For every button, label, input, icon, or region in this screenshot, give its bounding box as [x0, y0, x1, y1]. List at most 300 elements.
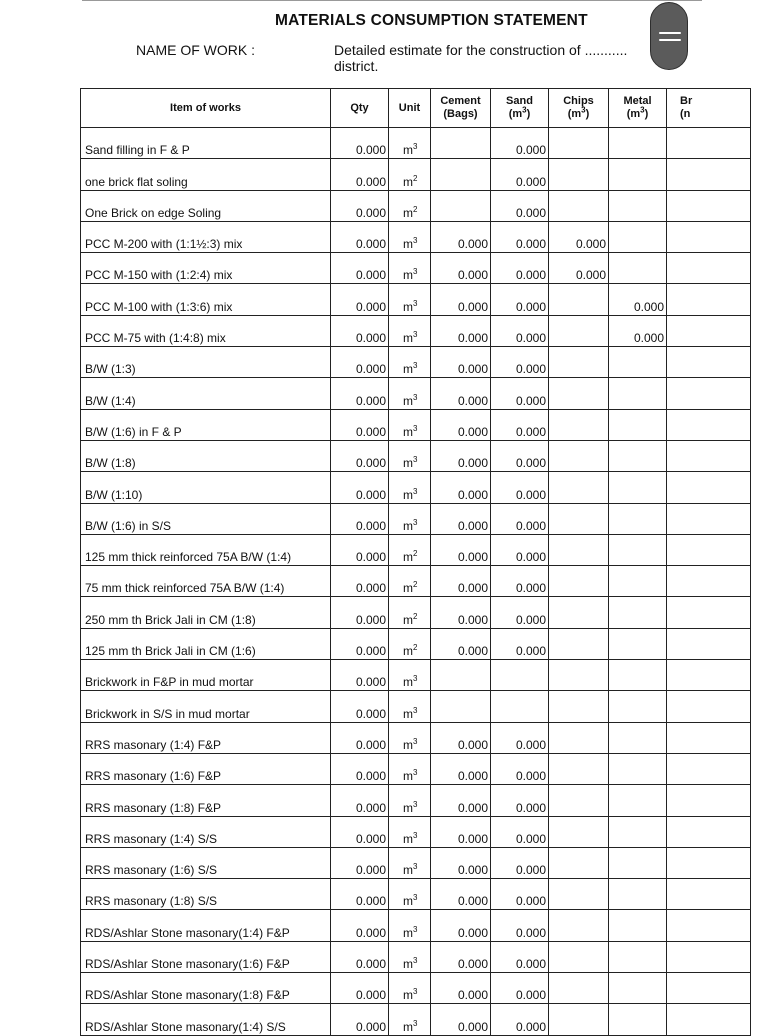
unit-text: m — [403, 331, 413, 346]
cell-unit — [389, 378, 431, 409]
cell-metal — [609, 628, 667, 659]
table-row — [81, 347, 751, 378]
cell-sand: 0.000 — [491, 159, 549, 190]
unit-exponent: 3 — [413, 142, 418, 152]
cell-qty: 0.000 — [331, 315, 389, 346]
table-row — [81, 440, 751, 471]
table-row — [81, 284, 751, 315]
cell-metal — [609, 847, 667, 878]
cell-metal — [609, 221, 667, 252]
unit-text: m — [403, 675, 413, 690]
cell-cement: 0.000 — [431, 315, 491, 346]
cell-brick — [667, 472, 751, 503]
cell-cement: 0.000 — [431, 534, 491, 565]
cell-item: One Brick on edge Soling — [81, 190, 331, 221]
cell-unit — [389, 847, 431, 878]
header-metal: Metal $(m^3)$ — [609, 89, 667, 128]
cell-sand: 0.000 — [491, 722, 549, 753]
name-of-work-value — [334, 42, 627, 74]
table-row — [81, 847, 751, 878]
cell-metal — [609, 378, 667, 409]
cell-item: Brickwork in F&P in mud mortar — [81, 660, 331, 691]
unit-text: m — [403, 706, 413, 721]
cell-cement: 0.000 — [431, 440, 491, 471]
cell-metal — [609, 722, 667, 753]
cell-chips — [549, 409, 609, 440]
cell-unit — [389, 973, 431, 1004]
unit-text: m — [403, 800, 413, 815]
unit-text: m — [403, 957, 413, 972]
unit-exponent: 3 — [413, 486, 418, 496]
cell-qty: 0.000 — [331, 253, 389, 284]
cell-sand: 0.000 — [491, 472, 549, 503]
cell-unit — [389, 941, 431, 972]
header-chips: Chips $(m^3)$ — [549, 89, 609, 128]
cell-item: RRS masonary (1:6) S/S — [81, 847, 331, 878]
cell-sand: 0.000 — [491, 1004, 549, 1035]
unit-exponent: 3 — [413, 330, 418, 340]
cell-sand: 0.000 — [491, 941, 549, 972]
cell-unit — [389, 566, 431, 597]
cell-metal — [609, 472, 667, 503]
cell-cement: 0.000 — [431, 816, 491, 847]
cell-sand: 0.000 — [491, 785, 549, 816]
cell-cement: 0.000 — [431, 409, 491, 440]
cell-qty: 0.000 — [331, 660, 389, 691]
cell-cement: 0.000 — [431, 941, 491, 972]
unit-text: m — [403, 612, 413, 627]
table-row — [81, 253, 751, 284]
cell-chips — [549, 847, 609, 878]
cell-brick — [667, 315, 751, 346]
unit-text: m — [403, 550, 413, 565]
table-row — [81, 941, 751, 972]
unit-exponent: 3 — [413, 236, 418, 246]
cell-cement: 0.000 — [431, 347, 491, 378]
cell-unit — [389, 879, 431, 910]
unit-text: m — [403, 237, 413, 252]
cell-chips — [549, 440, 609, 471]
cell-cement: 0.000 — [431, 785, 491, 816]
unit-exponent: 3 — [413, 893, 418, 903]
table-row — [81, 753, 751, 784]
cell-qty: 0.000 — [331, 628, 389, 659]
cell-qty: 0.000 — [331, 722, 389, 753]
cell-item: B/W (1:3) — [81, 347, 331, 378]
cell-cement — [431, 190, 491, 221]
cell-qty: 0.000 — [331, 816, 389, 847]
unit-exponent: 3 — [413, 361, 418, 371]
cell-unit — [389, 221, 431, 252]
unit-text: m — [403, 581, 413, 596]
table-row — [81, 315, 751, 346]
table-row — [81, 816, 751, 847]
cell-chips — [549, 628, 609, 659]
cell-qty: 0.000 — [331, 973, 389, 1004]
header-item: Item of works — [81, 89, 331, 128]
cell-sand: 0.000 — [491, 409, 549, 440]
cell-item: B/W (1:6) in F & P — [81, 409, 331, 440]
table-row — [81, 785, 751, 816]
cell-unit — [389, 1004, 431, 1035]
cell-item: RRS masonary (1:4) S/S — [81, 816, 331, 847]
cell-cement — [431, 691, 491, 722]
cell-unit — [389, 315, 431, 346]
unit-text: m — [403, 863, 413, 878]
cell-unit — [389, 253, 431, 284]
materials-table — [80, 88, 751, 1036]
cell-brick — [667, 628, 751, 659]
table-row — [81, 534, 751, 565]
cell-item: RDS/Ashlar Stone masonary(1:4) S/S — [81, 1004, 331, 1035]
cell-brick — [667, 440, 751, 471]
cell-brick — [667, 409, 751, 440]
unit-text: m — [403, 894, 413, 909]
cell-unit — [389, 722, 431, 753]
cell-cement: 0.000 — [431, 753, 491, 784]
cell-chips — [549, 973, 609, 1004]
table-row — [81, 503, 751, 534]
unit-exponent: 3 — [413, 517, 418, 527]
cell-sand: 0.000 — [491, 910, 549, 941]
cell-chips — [549, 534, 609, 565]
cell-qty: 0.000 — [331, 534, 389, 565]
unit-exponent: 3 — [413, 799, 418, 809]
cell-unit — [389, 440, 431, 471]
cell-chips — [549, 315, 609, 346]
name-of-work-label: NAME OF WORK : — [136, 42, 255, 58]
cell-unit — [389, 753, 431, 784]
table-row — [81, 128, 751, 159]
cell-brick — [667, 534, 751, 565]
cell-qty: 0.000 — [331, 221, 389, 252]
cell-cement — [431, 159, 491, 190]
unit-text: m — [403, 769, 413, 784]
cell-cement — [431, 660, 491, 691]
name-of-work-value-line1: Detailed estimate for the construction of ........... — [334, 42, 628, 58]
cell-brick — [667, 253, 751, 284]
unit-exponent: 3 — [413, 736, 418, 746]
cell-cement: 0.000 — [431, 221, 491, 252]
hamburger-menu-icon — [659, 32, 681, 34]
cell-metal — [609, 660, 667, 691]
cell-sand: 0.000 — [491, 315, 549, 346]
cell-qty: 0.000 — [331, 691, 389, 722]
cell-item: B/W (1:10) — [81, 472, 331, 503]
cell-item: B/W (1:6) in S/S — [81, 503, 331, 534]
cell-brick — [667, 941, 751, 972]
cell-item: 125 mm thick reinforced 75A B/W (1:4) — [81, 534, 331, 565]
cell-cement: 0.000 — [431, 597, 491, 628]
unit-text: m — [403, 299, 413, 314]
header-qty: Qty — [331, 89, 389, 128]
unit-text: m — [403, 362, 413, 377]
cell-brick — [667, 660, 751, 691]
cell-unit — [389, 785, 431, 816]
cell-metal — [609, 941, 667, 972]
cell-chips — [549, 378, 609, 409]
cell-chips — [549, 284, 609, 315]
cell-chips — [549, 1004, 609, 1035]
cell-item: 125 mm th Brick Jali in CM (1:6) — [81, 628, 331, 659]
cell-sand: 0.000 — [491, 284, 549, 315]
unit-exponent: 3 — [413, 267, 418, 277]
cell-chips — [549, 566, 609, 597]
cell-brick — [667, 1004, 751, 1035]
unit-exponent: 2 — [413, 204, 418, 214]
unit-text: m — [403, 737, 413, 752]
cell-metal — [609, 910, 667, 941]
table-row — [81, 910, 751, 941]
cell-chips — [549, 753, 609, 784]
cell-qty: 0.000 — [331, 785, 389, 816]
cell-metal — [609, 409, 667, 440]
cell-qty: 0.000 — [331, 472, 389, 503]
cell-sand: 0.000 — [491, 566, 549, 597]
cell-chips — [549, 816, 609, 847]
table-row — [81, 628, 751, 659]
unit-exponent: 3 — [413, 1018, 418, 1028]
unit-exponent: 3 — [413, 987, 418, 997]
cell-chips — [549, 910, 609, 941]
cell-metal — [609, 879, 667, 910]
cell-unit — [389, 190, 431, 221]
unit-exponent: 3 — [413, 674, 418, 684]
cell-unit — [389, 691, 431, 722]
unit-exponent: 2 — [413, 611, 418, 621]
cell-chips — [549, 722, 609, 753]
cell-unit — [389, 628, 431, 659]
cell-qty: 0.000 — [331, 128, 389, 159]
cell-metal — [609, 128, 667, 159]
unit-text: m — [403, 174, 413, 189]
cell-sand: 0.000 — [491, 628, 549, 659]
unit-exponent: 3 — [413, 423, 418, 433]
cell-cement: 0.000 — [431, 847, 491, 878]
page-title: MATERIALS CONSUMPTION STATEMENT — [275, 12, 588, 29]
unit-text: m — [403, 205, 413, 220]
cell-unit — [389, 534, 431, 565]
cell-cement — [431, 128, 491, 159]
table-row — [81, 722, 751, 753]
cell-cement: 0.000 — [431, 1004, 491, 1035]
cell-brick — [667, 722, 751, 753]
unit-exponent: 3 — [413, 956, 418, 966]
cell-unit — [389, 503, 431, 534]
unit-exponent: 3 — [413, 705, 418, 715]
cell-unit — [389, 128, 431, 159]
cell-qty: 0.000 — [331, 503, 389, 534]
cell-item: RRS masonary (1:4) F&P — [81, 722, 331, 753]
cell-sand: 0.000 — [491, 347, 549, 378]
cell-qty: 0.000 — [331, 566, 389, 597]
cell-brick — [667, 691, 751, 722]
cell-chips — [549, 879, 609, 910]
cell-sand: 0.000 — [491, 128, 549, 159]
table-row — [81, 691, 751, 722]
table-row — [81, 378, 751, 409]
unit-exponent: 2 — [413, 580, 418, 590]
unit-text: m — [403, 393, 413, 408]
cell-metal — [609, 503, 667, 534]
page-top-rule — [82, 0, 702, 1]
cell-qty: 0.000 — [331, 879, 389, 910]
cell-sand: 0.000 — [491, 253, 549, 284]
unit-exponent: 3 — [413, 830, 418, 840]
table-header-row — [81, 89, 751, 128]
cell-sand: 0.000 — [491, 221, 549, 252]
cell-metal — [609, 691, 667, 722]
table-row — [81, 660, 751, 691]
cell-qty: 0.000 — [331, 190, 389, 221]
cell-metal — [609, 597, 667, 628]
cell-cement: 0.000 — [431, 910, 491, 941]
cell-chips — [549, 597, 609, 628]
cell-item: RRS masonary (1:8) S/S — [81, 879, 331, 910]
unit-text: m — [403, 831, 413, 846]
cell-item: Sand filling in F & P — [81, 128, 331, 159]
cell-brick — [667, 566, 751, 597]
cell-brick — [667, 816, 751, 847]
unit-text: m — [403, 487, 413, 502]
unit-text: m — [403, 456, 413, 471]
unit-exponent: 3 — [413, 455, 418, 465]
cell-metal — [609, 753, 667, 784]
materials-table-viewport[interactable] — [80, 88, 693, 1034]
cell-metal — [609, 190, 667, 221]
cell-cement: 0.000 — [431, 503, 491, 534]
cell-cement: 0.000 — [431, 378, 491, 409]
cell-cement: 0.000 — [431, 253, 491, 284]
cell-metal — [609, 566, 667, 597]
cell-chips — [549, 660, 609, 691]
cell-brick — [667, 879, 751, 910]
cell-sand: 0.000 — [491, 190, 549, 221]
cell-cement: 0.000 — [431, 973, 491, 1004]
cell-item: RRS masonary (1:6) F&P — [81, 753, 331, 784]
cell-metal — [609, 785, 667, 816]
cell-qty: 0.000 — [331, 1004, 389, 1035]
cell-metal: 0.000 — [609, 284, 667, 315]
unit-exponent: 3 — [413, 768, 418, 778]
cell-unit — [389, 597, 431, 628]
cell-chips — [549, 472, 609, 503]
cell-chips — [549, 941, 609, 972]
unit-exponent: 3 — [413, 924, 418, 934]
unit-text: m — [403, 644, 413, 659]
cell-chips — [549, 785, 609, 816]
unit-text: m — [403, 925, 413, 940]
menu-button[interactable] — [650, 2, 688, 70]
cell-sand: 0.000 — [491, 879, 549, 910]
cell-cement: 0.000 — [431, 722, 491, 753]
unit-text: m — [403, 988, 413, 1003]
cell-brick — [667, 503, 751, 534]
cell-brick — [667, 378, 751, 409]
cell-qty: 0.000 — [331, 284, 389, 315]
cell-qty: 0.000 — [331, 159, 389, 190]
cell-item: PCC M-100 with (1:3:6) mix — [81, 284, 331, 315]
unit-exponent: 2 — [413, 173, 418, 183]
cell-sand: 0.000 — [491, 847, 549, 878]
cell-unit — [389, 409, 431, 440]
cell-item: PCC M-200 with (1:1½:3) mix — [81, 221, 331, 252]
cell-item: RDS/Ashlar Stone masonary(1:6) F&P — [81, 941, 331, 972]
cell-brick — [667, 785, 751, 816]
cell-brick — [667, 284, 751, 315]
cell-item: RDS/Ashlar Stone masonary(1:4) F&P — [81, 910, 331, 941]
cell-metal — [609, 253, 667, 284]
unit-text: m — [403, 143, 413, 158]
cell-item: Brickwork in S/S in mud mortar — [81, 691, 331, 722]
cell-sand: 0.000 — [491, 597, 549, 628]
header-unit: Unit — [389, 89, 431, 128]
header-brick: Br (n — [667, 89, 751, 128]
cell-qty: 0.000 — [331, 597, 389, 628]
cell-metal — [609, 534, 667, 565]
cell-brick — [667, 597, 751, 628]
cell-brick — [667, 159, 751, 190]
cell-item: PCC M-150 with (1:2:4) mix — [81, 253, 331, 284]
cell-sand — [491, 660, 549, 691]
table-row — [81, 221, 751, 252]
table-row — [81, 409, 751, 440]
cell-metal — [609, 973, 667, 1004]
cell-brick — [667, 347, 751, 378]
cell-item: RRS masonary (1:8) F&P — [81, 785, 331, 816]
cell-chips — [549, 347, 609, 378]
cell-qty: 0.000 — [331, 440, 389, 471]
table-row — [81, 472, 751, 503]
table-row — [81, 973, 751, 1004]
cell-metal — [609, 1004, 667, 1035]
cell-chips: 0.000 — [549, 221, 609, 252]
unit-text: m — [403, 268, 413, 283]
cell-metal — [609, 159, 667, 190]
cell-unit — [389, 910, 431, 941]
cell-item: one brick flat soling — [81, 159, 331, 190]
cell-sand: 0.000 — [491, 753, 549, 784]
cell-unit — [389, 472, 431, 503]
cell-qty: 0.000 — [331, 378, 389, 409]
cell-qty: 0.000 — [331, 847, 389, 878]
table-row — [81, 1004, 751, 1035]
hamburger-menu-icon-line — [659, 39, 681, 41]
cell-sand: 0.000 — [491, 534, 549, 565]
cell-cement: 0.000 — [431, 566, 491, 597]
cell-item: RDS/Ashlar Stone masonary(1:8) F&P — [81, 973, 331, 1004]
cell-cement: 0.000 — [431, 284, 491, 315]
cell-chips: 0.000 — [549, 253, 609, 284]
table-row — [81, 159, 751, 190]
cell-metal — [609, 440, 667, 471]
cell-chips — [549, 503, 609, 534]
cell-chips — [549, 128, 609, 159]
cell-brick — [667, 753, 751, 784]
table-row — [81, 597, 751, 628]
cell-unit — [389, 159, 431, 190]
name-of-work-value-line2: district. — [334, 58, 379, 74]
cell-cement: 0.000 — [431, 879, 491, 910]
cell-unit — [389, 816, 431, 847]
table-row — [81, 566, 751, 597]
cell-qty: 0.000 — [331, 409, 389, 440]
cell-chips — [549, 691, 609, 722]
unit-text: m — [403, 424, 413, 439]
cell-sand — [491, 691, 549, 722]
cell-metal: 0.000 — [609, 315, 667, 346]
cell-qty: 0.000 — [331, 910, 389, 941]
